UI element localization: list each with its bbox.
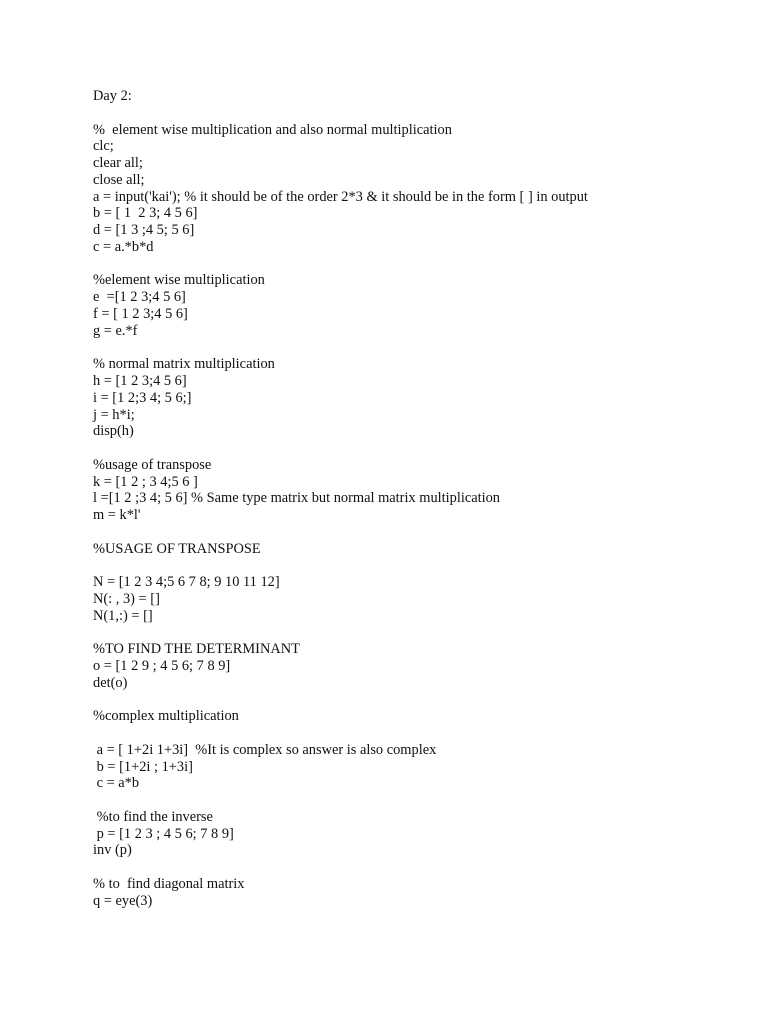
code-line: p = [1 2 3 ; 4 5 6; 7 8 9] (93, 825, 234, 842)
code-line (93, 557, 588, 574)
code-line: a = input('kai'); % it should be of the order 2*3 & it should be in the form [ ] in output (93, 188, 588, 205)
code-line: % normal matrix multiplication (93, 356, 275, 373)
code-line: b = [ 1 2 3; 4 5 6] (93, 205, 198, 222)
code-line: b = [1+2i ; 1+3i] (93, 758, 193, 775)
code-line: j = h*i; (93, 406, 135, 423)
code-line: N(: , 3) = [] (93, 590, 160, 607)
code-line: k = [1 2 ; 3 4;5 6 ] (93, 473, 198, 490)
code-line: N = [1 2 3 4;5 6 7 8; 9 10 11 12] (93, 574, 280, 591)
code-line: N(1,:) = [] (93, 607, 153, 624)
code-line (93, 692, 588, 709)
code-line (93, 256, 588, 273)
code-line: inv (p) (93, 842, 132, 859)
code-line: g = e.*f (93, 322, 138, 339)
code-line (93, 625, 588, 642)
code-line: %complex multiplication (93, 708, 239, 725)
code-line: h = [1 2 3;4 5 6] (93, 373, 187, 390)
code-line: c = a*b (93, 775, 140, 792)
code-line: %to find the inverse (93, 808, 213, 825)
code-line: c = a.*b*d (93, 238, 154, 255)
code-line: o = [1 2 9 ; 4 5 6; 7 8 9] (93, 658, 231, 675)
code-line (93, 440, 588, 457)
code-line (93, 105, 588, 122)
code-line: m = k*l' (93, 507, 141, 524)
code-line (93, 524, 588, 541)
code-line: q = eye(3) (93, 892, 153, 909)
code-line: % element wise multiplication and also normal multiplication (93, 121, 452, 138)
code-line: disp(h) (93, 423, 134, 440)
code-line: e =[1 2 3;4 5 6] (93, 289, 186, 306)
code-line: %element wise multiplication (93, 272, 265, 289)
code-line: %usage of transpose (93, 456, 212, 473)
code-line: a = [ 1+2i 1+3i] %It is complex so answer is also complex (93, 741, 437, 758)
code-line: %TO FIND THE DETERMINANT (93, 641, 300, 658)
code-line: %USAGE OF TRANSPOSE (93, 540, 261, 557)
code-line (93, 792, 588, 809)
code-line: % to find diagonal matrix (93, 875, 245, 892)
document-heading: Day 2: (93, 88, 132, 104)
code-line: f = [ 1 2 3;4 5 6] (93, 305, 188, 322)
document-body (93, 88, 588, 910)
code-line: clc; (93, 138, 114, 155)
code-line (93, 725, 588, 742)
code-line: i = [1 2;3 4; 5 6;] (93, 389, 192, 406)
code-line: l =[1 2 ;3 4; 5 6] % Same type matrix but normal matrix multiplication (93, 490, 500, 507)
code-line: d = [1 3 ;4 5; 5 6] (93, 222, 195, 239)
code-line: clear all; (93, 155, 143, 172)
code-line: close all; (93, 171, 145, 188)
code-line: det(o) (93, 674, 128, 691)
code-line (93, 859, 588, 876)
code-line (93, 339, 588, 356)
